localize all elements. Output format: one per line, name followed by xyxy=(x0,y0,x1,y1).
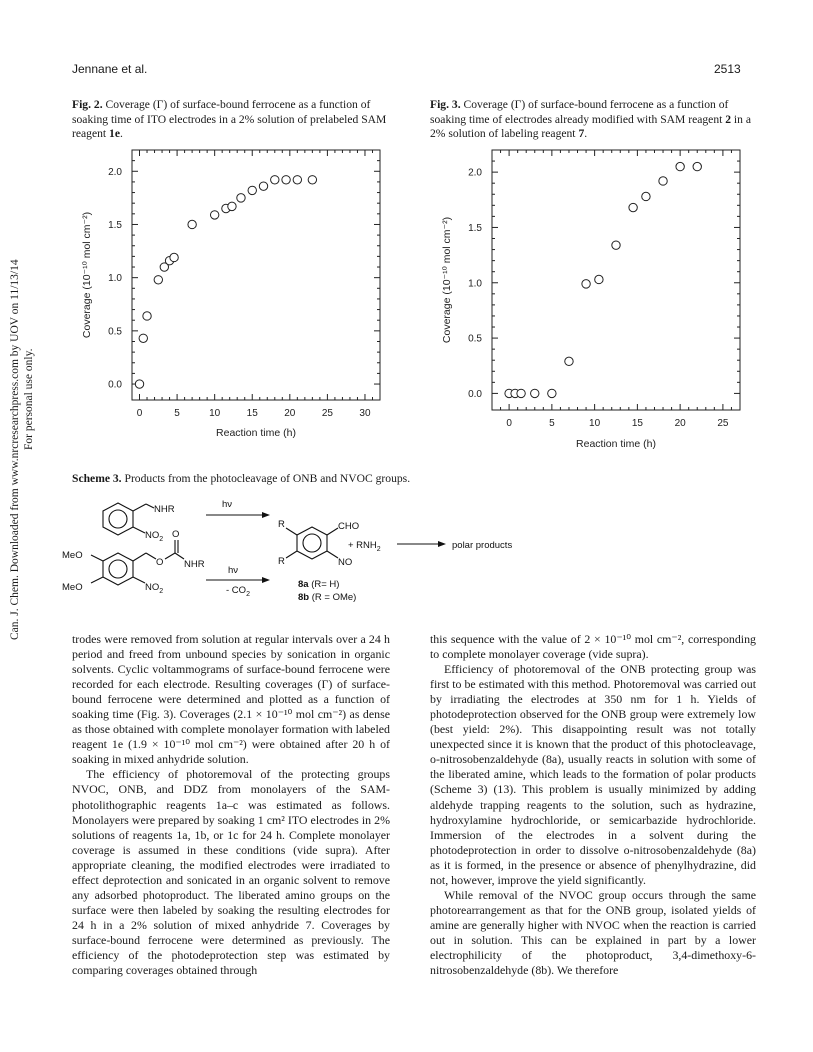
left-text-column xyxy=(72,632,390,978)
product-no-bond xyxy=(327,551,338,558)
fig2-caption-text: Coverage (Γ) of surface-bound ferrocene as a function of soaking time of ITO electrodes in a 2% solution of prelabeled SAM reagent xyxy=(72,98,387,141)
onb-aromatic-circle xyxy=(109,510,127,528)
watermark-line-2: For personal use only. xyxy=(23,348,35,450)
nvoc-meo-label-1: MeO xyxy=(62,550,83,561)
data-point xyxy=(659,177,667,185)
nvoc-nh-bond xyxy=(175,553,184,559)
product-r-label-2: R xyxy=(278,556,285,567)
plot-frame xyxy=(132,150,380,400)
right-paragraph-2: Efficiency of photoremoval of the ONB protecting group was first to be estimated with this method. Photoremoval was carried out by irradiating the electrodes at 350 nm for 1 h. Yields of photodeprotection observed for the ONB group were extremely low (best yield: 2%). This disappointing result was not totally unexpected since it is known that the product of this photocleavage, o-nitrosobenzaldehyde (8a), usually reacts in solution with some of the liberated amine, which leads to the formation of polar products (Scheme 3) (13). This problem is usually minimized by adding aldehyde trapping reagents to the solution, such as hydrazine, hydroxylamine hydrochloride, or semicarbazide hydrochloride. Immersion of the electrodes in a solvent during the photodeprotection in order to dissolve o-nitrosobenzaldehyde (8a) as it is formed, in the presence or absence of phenylhydrazine, did not, however, improve the yield significantly. xyxy=(430,662,756,887)
onb-nh-bond xyxy=(146,504,154,508)
page-number: 2513 xyxy=(714,62,741,76)
x-tick-label: 10 xyxy=(589,418,601,429)
y-tick-label: 1.0 xyxy=(468,278,482,290)
right-text-column xyxy=(430,632,756,978)
data-point xyxy=(210,211,218,219)
reaction-arrow-3-head xyxy=(438,541,446,547)
product-r-bond-2 xyxy=(286,551,297,558)
data-point xyxy=(629,203,637,211)
data-point xyxy=(531,389,539,397)
x-tick-label: 25 xyxy=(321,408,333,419)
x-tick-label: 15 xyxy=(631,418,643,429)
scheme3-diagram xyxy=(60,490,580,620)
reaction-arrow-2-head xyxy=(262,577,270,583)
minus-co2-label: - $CO_2$ xyxy=(226,585,250,598)
scheme3-caption xyxy=(72,472,572,487)
nvoc-reactant xyxy=(62,529,205,595)
product-no-label: NO xyxy=(338,557,353,568)
data-point xyxy=(139,334,147,342)
x-tick-label: 15 xyxy=(246,408,258,419)
fig3-caption-end: . xyxy=(584,127,588,141)
fig3-caption-reagent-2: 2 xyxy=(725,112,732,126)
fig2-caption-end: . xyxy=(119,127,123,141)
hv-label-1: hν xyxy=(222,499,233,510)
data-point xyxy=(595,275,603,283)
plus-amine-label: + $RNH_2$ xyxy=(348,540,381,553)
y-tick-label: 1.0 xyxy=(108,273,122,285)
plot-frame xyxy=(492,150,740,410)
data-point xyxy=(228,202,236,210)
data-point xyxy=(154,276,162,284)
data-point xyxy=(237,194,245,202)
fig2-caption-reagent: 1e xyxy=(109,127,120,141)
data-point xyxy=(548,389,556,397)
data-point xyxy=(642,192,650,200)
right-paragraph-3: While removal of the NVOC group occurs through the same photorearrangement as that for the ONB group, isolated yields of amine are generally higher with NVOC when the reaction is carried out in solution. This can be explained in part by a lower electrophilicity of the photoproduct, 3,4-dimethoxy-6-nitrosobenzaldehyde (8b). We therefore xyxy=(430,887,756,978)
onb-reactant xyxy=(103,503,175,543)
fig3-plot-area xyxy=(441,150,740,450)
right-paragraph-1: this sequence with the value of 2 × 10⁻¹⁰ mol cm⁻², corresponding to complete monolayer coverage (vide supra). xyxy=(430,632,756,662)
data-point xyxy=(565,357,573,365)
nvoc-meo-bond-1 xyxy=(91,555,103,561)
data-point xyxy=(135,380,143,388)
data-point xyxy=(248,186,256,194)
product-benzene-ring xyxy=(297,527,327,559)
data-point xyxy=(612,241,620,249)
nvoc-o-label: O xyxy=(156,557,164,568)
product-aromatic-circle xyxy=(303,534,321,552)
onb-nhr-label: NHR xyxy=(154,504,175,515)
fig3-chart xyxy=(420,140,760,460)
onb-benzene-ring xyxy=(103,503,133,535)
data-point xyxy=(693,162,701,170)
nitroso-aldehyde-product xyxy=(278,519,359,568)
nvoc-o-bond xyxy=(146,553,156,559)
fig2-chart xyxy=(60,140,400,450)
x-axis-label: Reaction time (h) xyxy=(216,427,296,439)
y-tick-label: 0.5 xyxy=(108,326,122,338)
watermark-line-1: Can. J. Chem. Downloaded from www.nrcresearchpress.com by UOV on 11/13/14 xyxy=(9,259,21,640)
y-axis-label: Coverage (10⁻¹⁰ mol cm⁻²) xyxy=(81,211,93,339)
data-point xyxy=(143,312,151,320)
download-watermark xyxy=(8,259,36,640)
data-point xyxy=(293,176,301,184)
x-tick-label: 5 xyxy=(174,408,180,419)
data-point xyxy=(517,389,525,397)
data-point xyxy=(170,253,178,261)
y-tick-label: 2.0 xyxy=(108,166,122,178)
data-point xyxy=(308,176,316,184)
compound-8b-label: 8b (R = OMe) xyxy=(298,592,357,603)
data-point xyxy=(282,176,290,184)
x-tick-label: 0 xyxy=(506,418,512,429)
nvoc-carbonyl-o-label: O xyxy=(172,529,180,540)
fig3-label: Fig. 3. xyxy=(430,98,461,111)
fig3-caption xyxy=(430,98,756,142)
data-point xyxy=(582,280,590,288)
fig3-caption-text: Coverage (Γ) of surface-bound ferrocene as a function of soaking time of electrodes already modified with SAM reagent xyxy=(430,98,729,126)
fig3-caption-reagent-7: 7 xyxy=(578,127,585,141)
nvoc-no2-label: $NO_2$ xyxy=(145,582,164,595)
nvoc-ch2-bond xyxy=(133,553,146,561)
x-axis-label: Reaction time (h) xyxy=(576,438,656,450)
data-point xyxy=(259,182,267,190)
fig2-label: Fig. 2. xyxy=(72,98,103,111)
y-tick-label: 0.5 xyxy=(468,333,482,345)
fig3-caption-mid: in a 2% solution of labeling reagent xyxy=(430,112,751,141)
scheme3-caption-text: Products from the photocleavage of ONB and NVOC groups. xyxy=(121,472,411,485)
x-tick-label: 10 xyxy=(209,408,221,419)
data-point xyxy=(676,162,684,170)
scheme3-label: Scheme 3. xyxy=(72,472,122,485)
product-cho-bond xyxy=(327,528,338,535)
x-tick-label: 0 xyxy=(136,408,143,419)
x-tick-label: 20 xyxy=(284,408,296,419)
nvoc-meo-bond-2 xyxy=(91,577,103,583)
x-tick-label: 5 xyxy=(549,418,555,429)
x-tick-label: 20 xyxy=(674,418,686,429)
product-cho-label: CHO xyxy=(338,521,360,532)
product-r-bond-1 xyxy=(286,528,297,535)
compound-8a-label: 8a (R= H) xyxy=(298,579,340,590)
y-tick-label: 0.0 xyxy=(468,388,482,400)
y-tick-label: 1.5 xyxy=(468,222,482,234)
left-paragraph-2: The efficiency of photoremoval of the protecting groups NVOC, ONB, and DDZ from monolayers of the SAM-photolithographic reagents 1a–c was estimated as follows. Monolayers were prepared by soaking 1 cm² ITO electrodes in 2% solutions of reagents 1a, 1b, or 1c for 24 h. Complete monolayer coverage is assumed in these conditions (vide supra). After appropriate cleaning, the modified electrodes were irradiated to effect deprotection and sonicated in an organic solvent to remove any adsorbed photoproduct. The liberated amino groups on the surface were then labeled by soaking the resulting electrodes for 24 h in a 2% solution of mixed anhydride 7. Coverages by surface-bound ferrocene were determined as previously. The efficiency of the photodeprotection step was estimated by comparing coverages obtained through xyxy=(72,767,390,978)
y-tick-label: 2.0 xyxy=(468,167,482,179)
fig2-caption xyxy=(72,98,388,142)
data-point xyxy=(188,220,196,228)
data-point xyxy=(271,176,279,184)
running-header-authors: Jennane et al. xyxy=(72,62,148,76)
onb-ch2-bond xyxy=(133,504,146,511)
left-paragraph-1: trodes were removed from solution at regular intervals over a 24 h period and freed from unbound species by sonication in organic solvents. Cyclic voltammograms of surface-bound ferrocene were recorded for each electrode. Resulting coverages (Γ) of surface-bound ferrocene were determined and plotted as a function of soaking time (Fig. 3). Coverages (2.1 × 10⁻¹⁰ mol cm⁻²) as dense as those obtained with complete monolayer formation with labeled reagent 1e (1.9 × 10⁻¹⁰ mol cm⁻²) were obtained after 20 h of soaking in mixed anhydride solution. xyxy=(72,632,390,767)
onb-no2-bond xyxy=(133,527,145,533)
polar-products-label: polar products xyxy=(452,540,513,551)
onb-no2-label: $NO_2$ xyxy=(145,530,164,543)
y-tick-label: 0.0 xyxy=(108,379,122,391)
product-r-label-1: R xyxy=(278,519,285,530)
nvoc-benzene-ring xyxy=(103,553,133,585)
y-tick-label: 1.5 xyxy=(108,219,122,231)
hv-label-2: hν xyxy=(228,565,239,576)
nvoc-aromatic-circle xyxy=(109,560,127,578)
reaction-arrow-1-head xyxy=(262,512,270,518)
fig2-plot-area xyxy=(81,150,380,439)
nvoc-nhr-label: NHR xyxy=(184,559,205,570)
y-axis-label: Coverage (10⁻¹⁰ mol cm⁻²) xyxy=(441,216,453,344)
nvoc-no2-bond xyxy=(133,577,145,583)
nvoc-meo-label-2: MeO xyxy=(62,582,83,593)
nvoc-carbonyl-c-bond xyxy=(165,553,175,559)
x-tick-label: 30 xyxy=(359,408,371,419)
x-tick-label: 25 xyxy=(717,418,729,429)
